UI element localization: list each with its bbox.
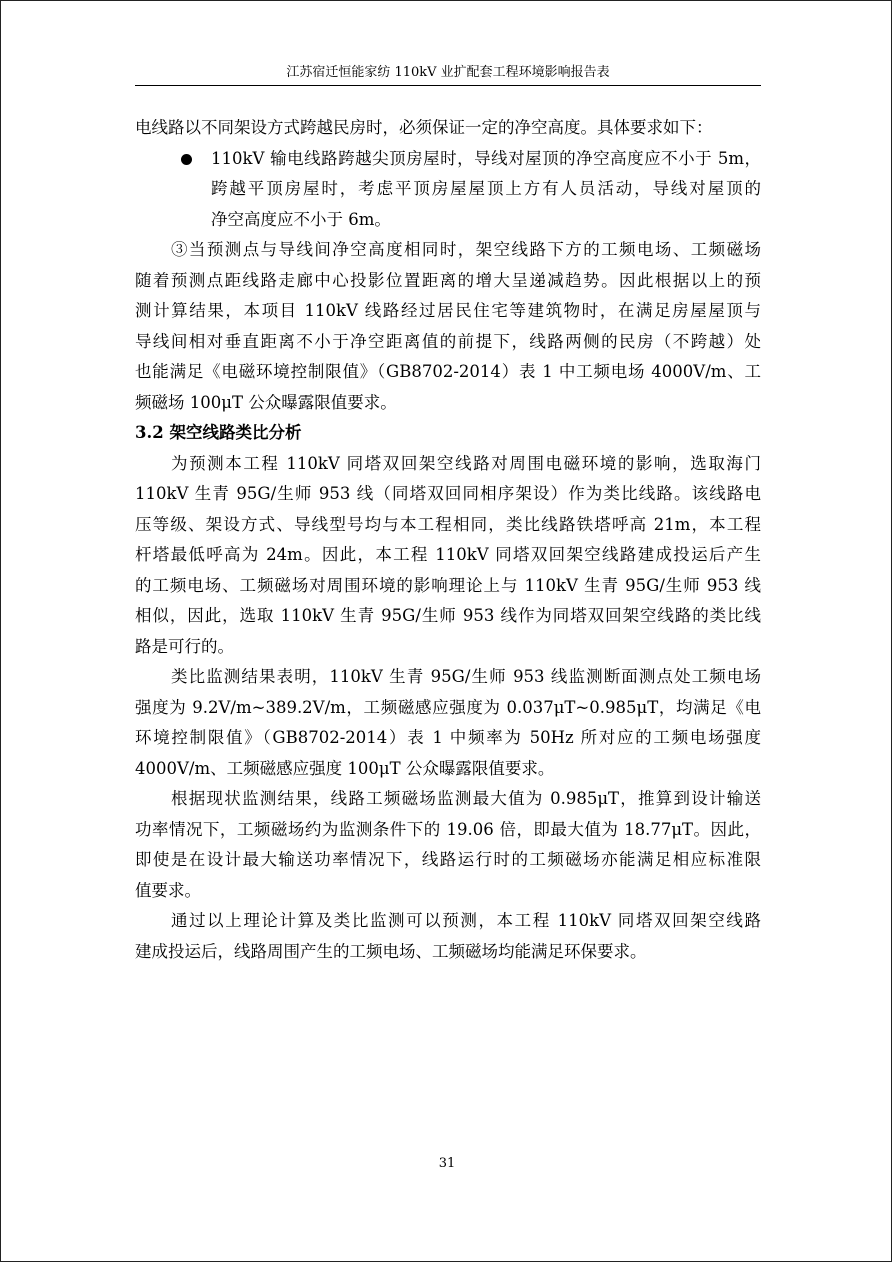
- header-rule: [135, 85, 761, 86]
- text-line: 4000V/m、工频磁感应强度 100μT 公众曝露限值要求。: [135, 758, 555, 778]
- text-line: 为预测本工程 110kV 同塔双回架空线路对周围电磁环境的影响，选取海门: [171, 453, 761, 473]
- section-heading: 3.2 架空线路类比分析: [135, 423, 302, 442]
- text-line: 频磁场 100μT 公众曝露限值要求。: [135, 392, 397, 412]
- text-line: 压等级、架设方式、导线型号均与本工程相同，类比线路铁塔呼高 21m，本工程: [135, 514, 761, 534]
- text-line: 净空高度应不小于 6m。: [211, 209, 391, 229]
- text-line: 也能满足《电磁环境控制限值》（GB8702-2014）表 1 中工频电场 4000V/m、工: [135, 362, 761, 381]
- text-line: 即使是在设计最大输送功率情况下，线路运行时的工频磁场亦能满足相应标准限: [135, 850, 761, 869]
- text-line: 的工频电场、工频磁场对周围环境的影响理论上与 110kV 生青 95G/生师 953 线: [135, 575, 761, 595]
- running-header: 江苏宿迁恒能家纺 110kV 业扩配套工程环境影响报告表: [286, 65, 610, 80]
- text-line: 建成投运后，线路周围产生的工频电场、工频磁场均能满足环保要求。: [135, 941, 647, 961]
- text-line: 跨越平顶房屋时，考虑平顶房屋屋顶上方有人员活动，导线对屋顶的: [211, 179, 761, 198]
- document-body: [135, 113, 761, 967]
- page-number: 31: [438, 1156, 456, 1171]
- paragraph: [135, 449, 761, 663]
- text-line: 电线路以不同架设方式跨越民房时，必须保证一定的净空高度。具体要求如下：: [135, 118, 713, 137]
- paragraph: [135, 662, 761, 784]
- text-line: 通过以上理论计算及类比监测可以预测，本工程 110kV 同塔双回架空线路: [171, 911, 761, 930]
- text-line: 相似，因此，选取 110kV 生青 95G/生师 953 线作为同塔双回架空线路的类比线: [135, 606, 761, 625]
- text-line: 导线间相对垂直距离不小于净空距离值的前提下，线路两侧的民房（不跨越）处: [135, 331, 761, 351]
- text-line: 环境控制限值》（GB8702-2014）表 1 中频率为 50Hz 所对应的工频电场强度: [135, 728, 761, 747]
- text-line: 110kV 生青 95G/生师 953 线（同塔双回同相序架设）作为类比线路。该线路电: [135, 484, 761, 503]
- text-line: 类比监测结果表明，110kV 生青 95G/生师 953 线监测断面测点处工频电场: [171, 667, 761, 686]
- text-line: 根据现状监测结果，线路工频磁场监测最大值为 0.985μT，推算到设计输送: [171, 789, 761, 808]
- paragraph: [135, 235, 761, 418]
- paragraph: [135, 784, 761, 906]
- text-line: 杆塔最低呼高为 24m。因此，本工程 110kV 同塔双回架空线路建成投运后产生: [135, 545, 761, 564]
- text-line: 强度为 9.2V/m~389.2V/m，工频磁感应强度为 0.037μT~0.985μT，均满足《电: [135, 697, 761, 717]
- text-line: 值要求。: [135, 880, 201, 900]
- bullet-dot-icon: [181, 154, 192, 165]
- text-line: 随着预测点距线路走廊中心投影位置距离的增大呈递减趋势。因此根据以上的预: [135, 270, 761, 290]
- text-line: 测计算结果，本项目 110kV 线路经过居民住宅等建筑物时，在满足房屋屋顶与: [135, 301, 761, 320]
- bullet-item: [135, 144, 761, 236]
- text-line: 功率情况下，工频磁场约为监测条件下的 19.06 倍，即最大值为 18.77μT。因此，: [135, 819, 761, 839]
- text-line: 路是可行的。: [135, 636, 234, 656]
- text-line: 110kV 输电线路跨越尖顶房屋时，导线对屋顶的净空高度应不小于 5m，: [211, 148, 761, 168]
- text-line: ③当预测点与导线间净空高度相同时，架空线路下方的工频电场、工频磁场: [171, 240, 761, 259]
- paragraph: [135, 906, 761, 967]
